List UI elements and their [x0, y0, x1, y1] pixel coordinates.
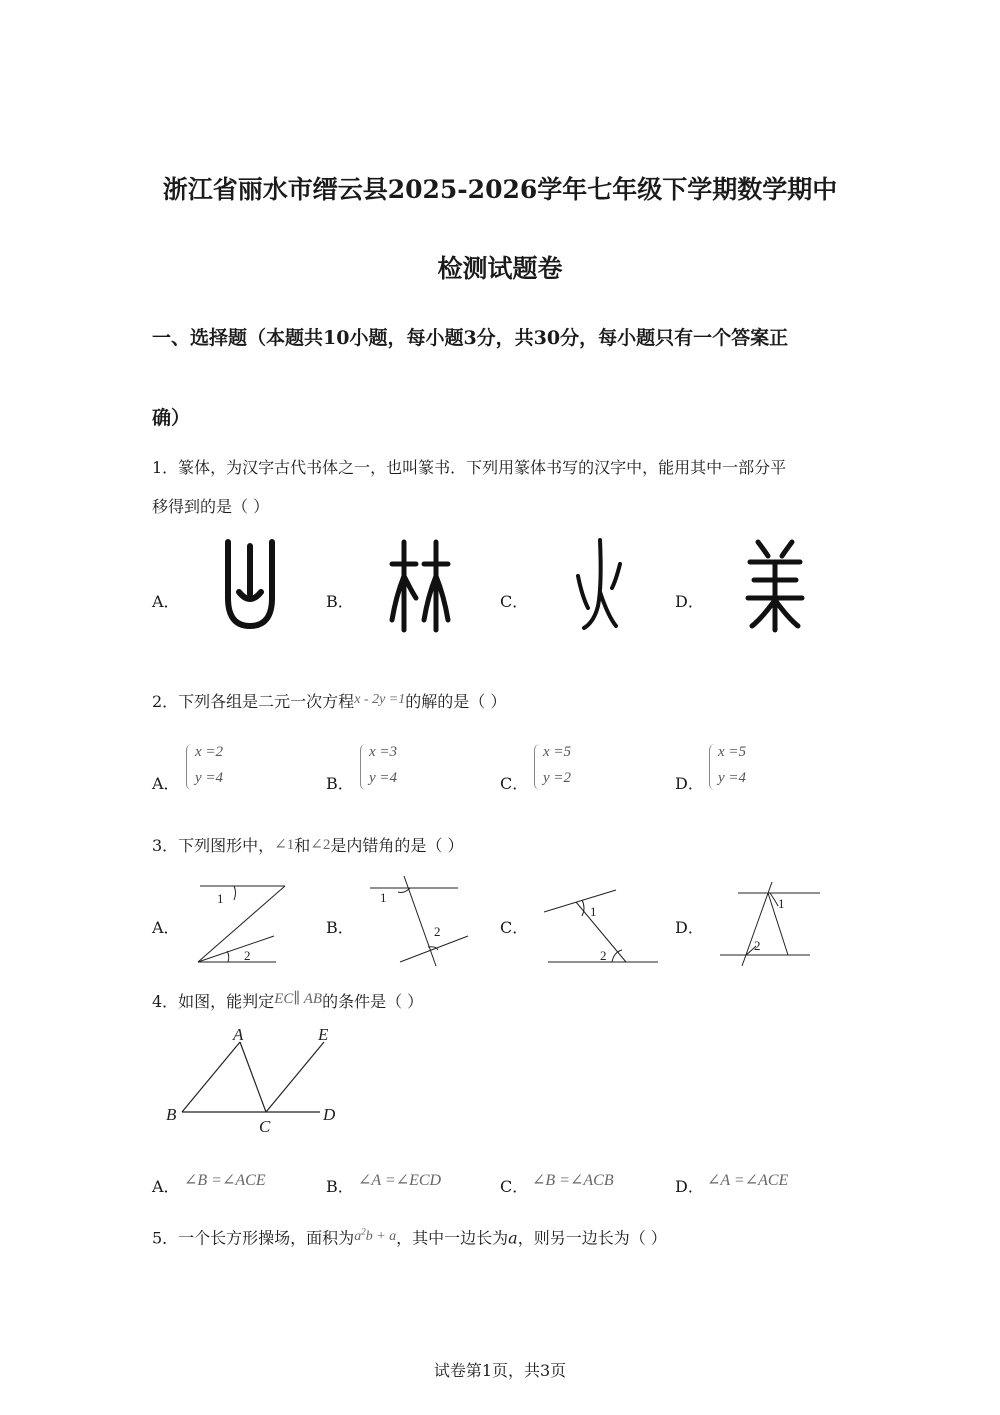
question-5-mid: ，其中一边长为 — [396, 1228, 509, 1248]
brace-icon — [709, 744, 715, 790]
question-5 — [152, 1225, 667, 1251]
q3-a-label-1: 1 — [217, 891, 224, 906]
seal-script-yang-image — [744, 536, 806, 634]
brace-icon — [186, 744, 192, 790]
q2-option-a-system — [186, 744, 246, 794]
question-3-prefix: 3．下列图形中， — [152, 836, 275, 855]
q4-option-c-label: C． — [500, 1177, 529, 1196]
q2-d-eq2: y =4 — [718, 770, 747, 786]
q2-option-d-system — [709, 744, 769, 794]
q3-figure-b — [368, 872, 478, 968]
q4-point-e: E — [318, 1025, 329, 1044]
q3-figure-c — [542, 888, 662, 968]
question-5-area-base: a — [354, 1228, 362, 1244]
q3-option-a-label: A． — [152, 918, 180, 937]
page-title-line2: 检测试题卷 — [437, 254, 563, 283]
brace-icon — [534, 744, 540, 790]
q3-option-b-label: B． — [326, 918, 354, 937]
question-4 — [152, 992, 423, 1013]
q1-option-d-label: D． — [675, 592, 704, 611]
question-4-suffix: 的条件是（ ） — [322, 992, 424, 1011]
question-5-area — [354, 1226, 397, 1244]
q2-a-eq2: y =4 — [195, 770, 224, 786]
q2-a-eq1: x =2 — [195, 744, 224, 760]
question-3 — [152, 836, 463, 857]
question-3-angle2: ∠2 — [310, 837, 331, 853]
question-3-mid: 和 — [294, 836, 311, 855]
q4-option-b-label: B． — [326, 1177, 354, 1196]
q2-option-b-system — [360, 744, 420, 794]
question-5-prefix: 5．一个长方形操场，面积为 — [152, 1228, 355, 1248]
q3-d-label-1: 1 — [778, 896, 785, 911]
q3-option-d-label: D． — [675, 918, 704, 937]
question-4-prefix: 4．如图，能判定 — [152, 992, 275, 1011]
question-5-area-rest: b + a — [365, 1228, 397, 1244]
brace-icon — [360, 744, 366, 790]
question-3-angle1: ∠1 — [274, 837, 295, 853]
question-2-equation: x - 2y =1 — [354, 692, 406, 707]
q3-d-label-2: 2 — [754, 938, 761, 953]
q1-option-a-label: A． — [152, 592, 180, 611]
q3-b-label-1: 1 — [380, 890, 387, 905]
q3-a-label-2: 2 — [244, 948, 251, 963]
q2-c-eq2: y =2 — [543, 770, 572, 786]
q2-c-eq1: x =5 — [543, 744, 572, 760]
q4-option-c-text: ∠B =∠ACB — [532, 1172, 614, 1189]
question-3-suffix: 是内错角的是（ ） — [330, 836, 464, 855]
question-5-suffix: ，则另一边长为（ ） — [517, 1228, 667, 1248]
q3-c-label-1: 1 — [590, 904, 597, 919]
q4-option-b-text: ∠A =∠ECD — [358, 1172, 442, 1189]
question-2-suffix: 的解的是（ ） — [405, 692, 507, 711]
q2-option-d-label: D． — [675, 774, 704, 793]
q2-b-eq1: x =3 — [369, 744, 398, 760]
question-5-side: a — [508, 1228, 518, 1248]
q4-option-a-label: A． — [152, 1177, 180, 1196]
q4-point-c: C — [259, 1117, 271, 1136]
q4-option-a-text: ∠B =∠ACE — [184, 1172, 266, 1189]
seal-script-lin-image — [388, 536, 452, 634]
section-heading-line1: 一、选择题（本题共10小题，每小题3分，共30分，每小题只有一个答案正 — [152, 327, 789, 349]
page-footer: 试卷第1页，共3页 — [433, 1361, 567, 1380]
q4-geometry-figure — [160, 1024, 350, 1136]
q4-point-b: B — [166, 1105, 177, 1124]
question-2 — [152, 692, 506, 714]
q2-d-eq1: x =5 — [718, 744, 747, 760]
q4-option-d-label: D． — [675, 1177, 704, 1196]
q4-point-a: A — [233, 1025, 244, 1044]
q3-b-label-2: 2 — [434, 924, 441, 939]
q2-option-a-label: A． — [152, 774, 180, 793]
page-title-line1: 浙江省丽水市缙云县2025-2026学年七年级下学期数学期中 — [162, 175, 838, 204]
section-heading-line2: 确） — [152, 407, 191, 429]
q2-option-c-label: C． — [500, 774, 529, 793]
q1-option-c-label: C． — [500, 592, 529, 611]
q4-point-d: D — [323, 1105, 336, 1124]
seal-script-huo-image — [574, 536, 626, 632]
q4-option-d-text: ∠A =∠ACE — [707, 1172, 789, 1189]
question-1-line2: 移得到的是（ ） — [152, 497, 270, 516]
q3-c-label-2: 2 — [600, 948, 607, 963]
question-4-condition: EC∥ AB — [274, 991, 323, 1007]
q2-option-b-label: B． — [326, 774, 354, 793]
q3-figure-d — [718, 880, 822, 968]
q1-option-b-label: B． — [326, 592, 354, 611]
q2-b-eq2: y =4 — [369, 770, 398, 786]
q3-figure-a — [190, 878, 290, 968]
question-1-line1: 1．篆体，为汉字古代书体之一，也叫篆书．下列用篆体书写的汉字中，能用其中一部分平 — [152, 458, 787, 477]
q3-option-c-label: C． — [500, 918, 529, 937]
question-2-prefix: 2．下列各组是二元一次方程 — [152, 692, 355, 711]
question-5-area-exp: 2 — [361, 1226, 366, 1236]
q2-option-c-system — [534, 744, 594, 794]
seal-script-shan-image — [222, 536, 278, 632]
